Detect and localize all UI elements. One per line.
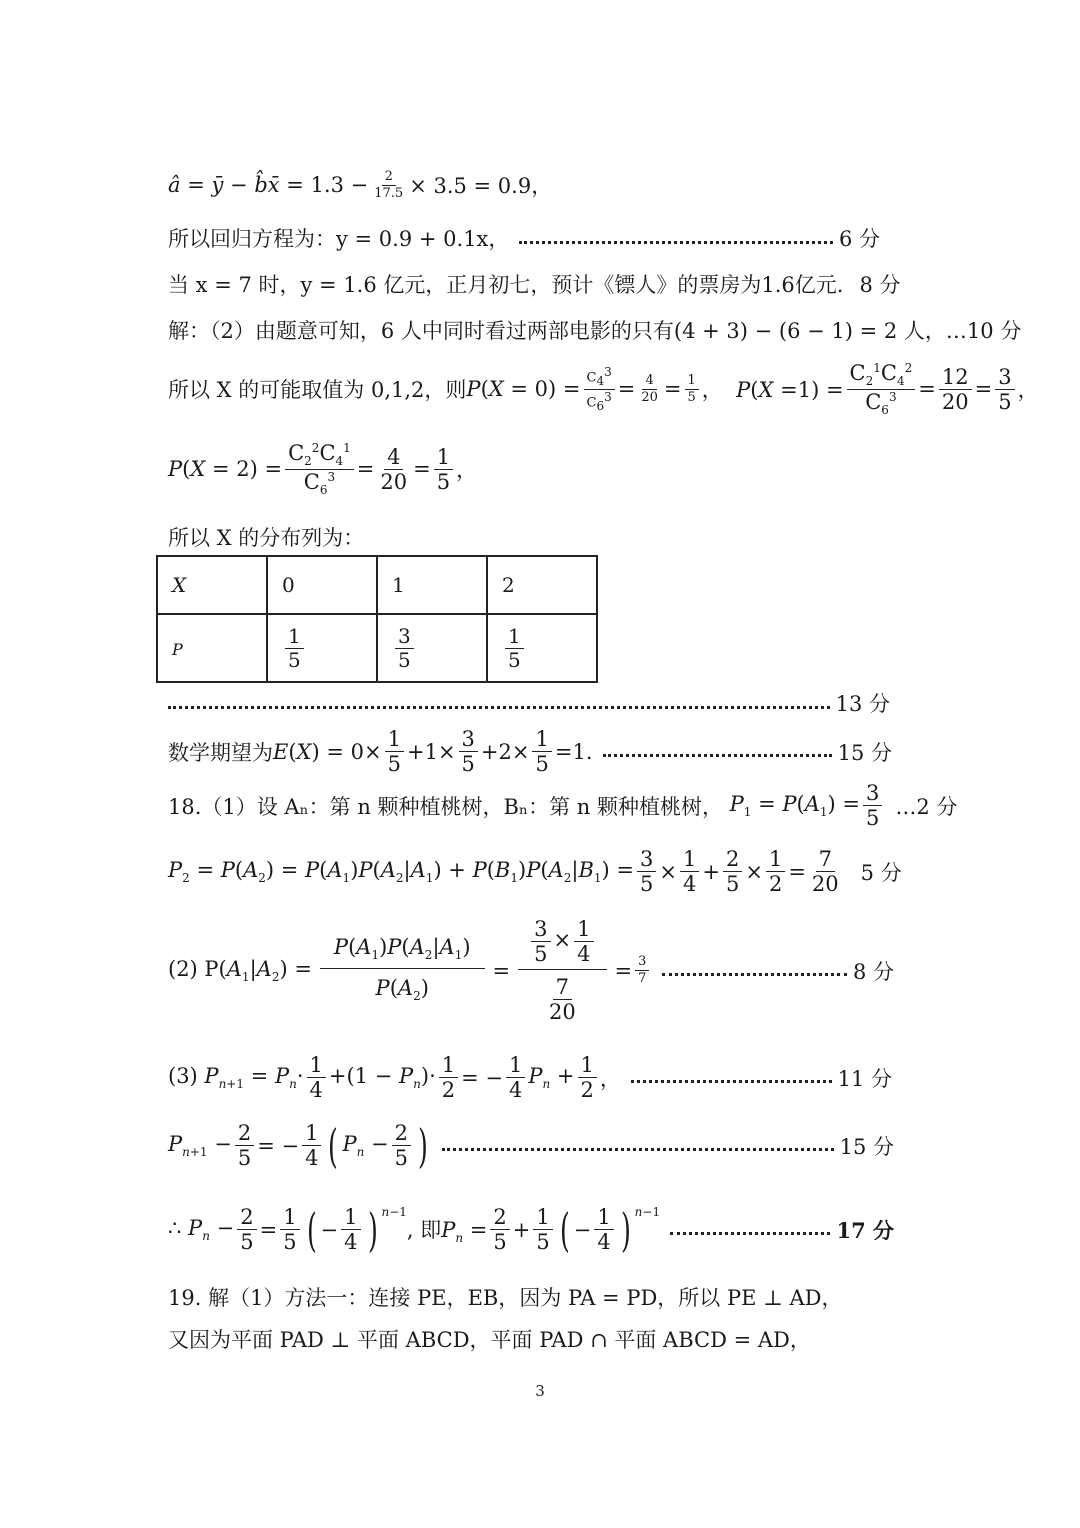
p2-line: $P_2 = P(A_2) = P(A_1)P(A_2|A_1) + P(B_1)P(A_2|B_1)$ = $\frac{3}{5}$ × $\frac{1}{4}$ + $\frac{2}{5}$ × $\frac{1}{2}$ = $\frac{7}{20}$ 5 分 [168,847,902,897]
recurrence-line: (3) $P_{n+1} = P_n\cdot$ $\frac{1}{4}$ $+(1 - P_n)\cdot$ $\frac{1}{2}$ = − $\frac{1}{4}$ $P_n$ + $\frac{1}{2}$ ， 11 分 [168,1053,892,1103]
distribution-title [168,522,364,552]
score-11: 11 分 [837,1066,892,1091]
score-15b: 15 分 [839,1134,894,1159]
equation-intercept: â = ȳ − b̂x̄ = 1.3 − $\frac{2}{17.5}$ × 3.5 = 0.9， [168,169,553,201]
score-17: 17 分 [836,1217,894,1243]
score-15: 15 分 [837,740,892,765]
table-header-cell: X [157,556,267,614]
q19-line-2 [168,1324,811,1354]
table-row [157,614,597,682]
prediction-line [168,269,901,299]
regression-line [168,223,880,253]
distribution-title-text: 所以 X 的分布列为： [168,526,365,550]
expectation-line: 数学期望为 E(X) = 0× $\frac{1}{5}$ +1× $\frac{3}{5}$ +2× $\frac{1}{5}$ =1. 15 分 [168,727,892,777]
probability-line-1: 所以 X 的可能取值为 0,1,2，则 P(X = 0) = $\frac{C_4^3}{C_6^3}$ = $\frac{4}{20}$ = $\frac{1}{5}$ ， P(X =1) = $\frac{C_2^1C_4^2}{C_6^3}$ = $\frac{12}{20}$ = $\frac{3}{5}$ ， [168,361,1039,417]
page-number: 3 [535,1382,545,1400]
table-row [157,556,597,614]
general-term-line: ∴ $P_n$ − $\frac{2}{5}$ = $\frac{1}{5}$ ( − $\frac{1}{4}$ ) $^{n -1}$ , 即$P_n$ = $\frac{2}{5}$ + $\frac{1}{5}$ ( − $\frac{1}{4}$ ) $^{n -1}$ 17 分 [168,1202,894,1257]
solution-2-text: 解：（2）由题意可知，6 人中同时看过两部电影的只有(4 + 3) − (6 − 1) = 2 人，… [168,319,967,343]
table-cell: P [157,614,267,682]
expectation-prefix: 数学期望为 [168,740,273,765]
q19-text-2: 又因为平面 PAD ⊥ 平面 ABCD，平面 PAD ∩ 平面 ABCD = AD， [168,1328,811,1352]
table-cell: $\frac{3}{5}$ [377,614,487,682]
q18-part1-line: 18.（1）设 Aₙ：第 n 颗种植桃树，Bₙ：第 n 颗种植桃树， $P_1 = P(A_1)$ = $\frac{3}{5}$ …2 分 [168,781,958,831]
conditional-prob-line: (2) $P(A_1|A_2)$ = $\frac{P(A_1)P(A_2|A_1)}{P(A_2)}$ = $\frac{3}{5}$ × $\frac{1}{4}$ $\frac{7}{20}$ = $\frac{3}{7}$ 8 分 [168,917,894,1025]
score-10: 10 分 [966,319,1022,343]
distribution-table [156,555,598,683]
score-5: 5 分 [860,860,902,885]
solution-2-line [168,315,1021,345]
table-cell: $\frac{1}{5}$ [267,614,377,682]
q18-part1-text: 18.（1）设 Aₙ：第 n 颗种植桃树，Bₙ：第 n 颗种植桃树， [168,794,723,819]
table-header-cell: 1 [377,556,487,614]
score-6: 6 分 [838,227,880,251]
table-header-cell: 0 [267,556,377,614]
transformed-recurrence-line: $P_{n+1}$ − $\frac{2}{5}$ = − $\frac{1}{4}$ ( $P_n$ − $\frac{2}{5}$ ) 15 分 [168,1118,894,1173]
probability-prefix: 所以 X 的可能取值为 0,1,2，则 [168,378,467,403]
prediction-text: 当 x = 7 时，y = 1.6 亿元，正月初七，预计《镖人》的票房为1.6亿元. [168,273,844,297]
q19-line-1 [168,1282,843,1312]
score-8b: 8 分 [852,959,894,984]
table-header-cell: 2 [487,556,597,614]
q19-text-1: 19. 解（1）方法一：连接 PE，EB，因为 PA = PD，所以 PE ⊥ AD， [168,1286,843,1310]
score-2: …2 分 [895,794,958,819]
regression-text: 所以回归方程为：y = 0.9 + 0.1x， [168,227,510,251]
table-cell: $\frac{1}{5}$ [487,614,597,682]
score-13-line [168,688,890,718]
score-8: 8 分 [859,273,901,297]
score-13: 13 分 [835,692,890,716]
probability-line-2: P(X = 2) = $\frac{C_2^2C_4^1}{C_6^3}$ = $\frac{4}{20}$ = $\frac{1}{5}$ ， [168,441,478,497]
